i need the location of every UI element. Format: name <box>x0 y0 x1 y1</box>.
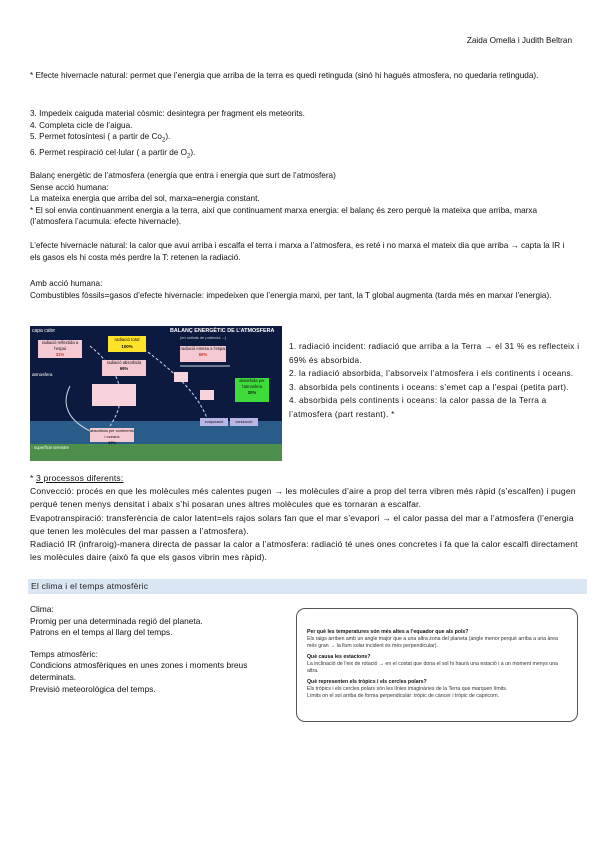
balance-title: Balanç energètic de l’atmosfera (energia que entra i energia que surt de l’atmosfera) <box>30 171 336 180</box>
small-box <box>174 372 188 382</box>
small-box <box>200 390 214 400</box>
function-list <box>30 108 575 164</box>
answer: Els tròpics i els cercles polars són les línies imaginàries de la Terra que marquen límits. <box>307 686 508 692</box>
atmosphere-panel <box>92 384 136 406</box>
temps-title: Temps atmosfèric: <box>30 648 98 659</box>
intro-paragraph: * Efecte hivernacle natural: permet que l’energia que arriba de la terra es quedi retinguda (sinó hi hagués atmosfera, no quedaria retinguda). <box>30 71 539 80</box>
absorbed-box: radiació absorbida 69% <box>102 360 146 376</box>
incident-box: radiació total 100% <box>108 336 146 352</box>
list-item: 2. la radiació absorbida, l’absorveix l’atmosfera i els continents i oceans. <box>289 369 574 378</box>
list-item: 5. Permet fotosíntesi ( a partir de $Co_2$). <box>30 132 171 144</box>
list-item: 4. absorbida pels continents i oceans: la calor passa de la Terra a l’atmosfera (part restant). * <box>289 396 547 419</box>
question: Què causa les estacions? <box>307 654 371 660</box>
atmosphere-label: atmosfera <box>32 372 53 377</box>
question: Per què les temperatures són més altes a l’equador que als pols? <box>307 629 469 635</box>
sense-line: La mateixa energia que arriba del sol, marxa=energia constant. <box>30 194 260 204</box>
sense-title: Sense acció humana: <box>30 182 109 192</box>
emitted-box: radiació emesa a l’espai 69% <box>180 346 226 362</box>
reflected-box: radiació reflectida a l’espai 31% <box>38 340 82 358</box>
list-item: 3. Impedeix caiguda material còsmic: desintegra per fragment els meteorits. <box>30 109 305 118</box>
authors: Zaida Omella i Judith Beltran <box>466 36 572 45</box>
answer: La inclinació de l’eix de rotació → en el costat que dona el sol hi haurà una estació i a un moment menys una altra. <box>307 661 558 674</box>
processes-block <box>30 472 585 564</box>
efecte-paragraph: L’efecte hivernacle natural: la calor que avui arriba i escalfa el terra i marxa a l’atmosfera, es reté i no marxa el mateix dia que arriba → capta la IR i els gasos els hi costa més perdre la T: retenen la radiació. <box>30 241 565 262</box>
amb-block <box>30 278 575 301</box>
questions-box <box>296 608 578 722</box>
clima-line: Promig per una determinada regió del planeta. <box>30 615 203 626</box>
section-title: El clima i el temps atmosfèric <box>31 581 149 591</box>
clima-line: Patrons en el temps al llarg del temps. <box>30 627 173 638</box>
conveccio-text: Convecció: procés en que les molècules més calentes pugen → les molècules d’aire a prop del terra vibren més ràpid (s’escalfen) i pugen perquè tenen menys densitat i abaix s’hi posaran unes altres molècules que es tornaran a escalfar. <box>30 486 576 510</box>
surface-label: superfície terrestre <box>34 445 69 450</box>
diagram-title: BALANÇ ENERGÈTIC DE L’ATMOSFERA <box>170 328 275 334</box>
surface-absorbed-box: absorbida per continents i oceans 49% <box>90 428 134 445</box>
radiacio-text: Radiació IR (infraroig)-manera directa de passar la calor a l’atmosfera: radiació té unes ones concretes i fa que la calor escalfi directament les molècules daire (això fa que els gasos vibrin mes ràpid). <box>30 539 578 563</box>
temps-line: Condicions atmosfèriques en unes zones i moments breus determinats. <box>30 660 248 682</box>
evapotranspiracio-text: Evapotranspiració: transferència de calor latent=els rajos solars fan que el mar s’evapori → el calor passa del mar a l’atmosfera (l’energia que tenen les molècules del mar passen a l’atmosfera). <box>30 512 574 536</box>
processes-title: * 3 processos diferents: <box>30 473 124 483</box>
conduction-box: conducció <box>230 418 258 426</box>
answer: Límits on el sol arriba de forma perpendicular: tròpic de càncer i tròpic de capricorn. <box>307 693 500 699</box>
clima-block <box>30 604 270 695</box>
list-item: 3. absorbida pels continents i oceans: s’emet cap a l’espai (petita part). <box>289 382 569 392</box>
sense-line: * El sol envia continuanment energia a la terra, així que continuament marxa energia: el balanç és zero perquè la mateixa que arriba, marxa (l’atmosfera l’acumula: efecte hivernacle). <box>30 205 538 227</box>
section-heading <box>28 579 587 594</box>
diagram-explanation-list <box>289 340 583 421</box>
atmosphere-box: absorbida per l’atmosfera 20% <box>235 378 269 402</box>
amb-line: Combustibles fòssils=gasos d’efecte hivernacle: impedeixen que l’energia marxi, per tant, la T global augmenta (tarda més en marxar l’energia). <box>30 290 552 300</box>
energy-balance-diagram <box>30 326 282 461</box>
answer: Els raigs arriben amb un angle major que a una altra zona del planeta (angle menor perquè arriba a una àrea més gran → la llum solar incident és més perpendicular). <box>307 636 558 649</box>
clima-title: Clima: <box>30 604 54 614</box>
balance-block <box>30 170 575 228</box>
list-item: 1. radiació incident: radiació que arriba a la Terra → el 31 % es reflecteix i 69% és absorbida. <box>289 342 580 365</box>
diagram-top-left: capa calor <box>32 328 56 334</box>
list-item: 4. Completa cicle de l’aigua. <box>30 120 133 130</box>
question: Què representen els tròpics i els cercles polars? <box>307 679 427 685</box>
temps-line: Previsió meteorològica del temps. <box>30 683 156 694</box>
evaporation-box: evaporació <box>200 418 228 426</box>
list-item: 6. Permet respiració cel·lular ( a partir de $O_2$). <box>30 148 196 161</box>
diagram-subtitle: (en unitats de potència ...) <box>180 335 227 340</box>
amb-title: Amb acció humana: <box>30 279 103 288</box>
questions-content <box>307 629 569 700</box>
